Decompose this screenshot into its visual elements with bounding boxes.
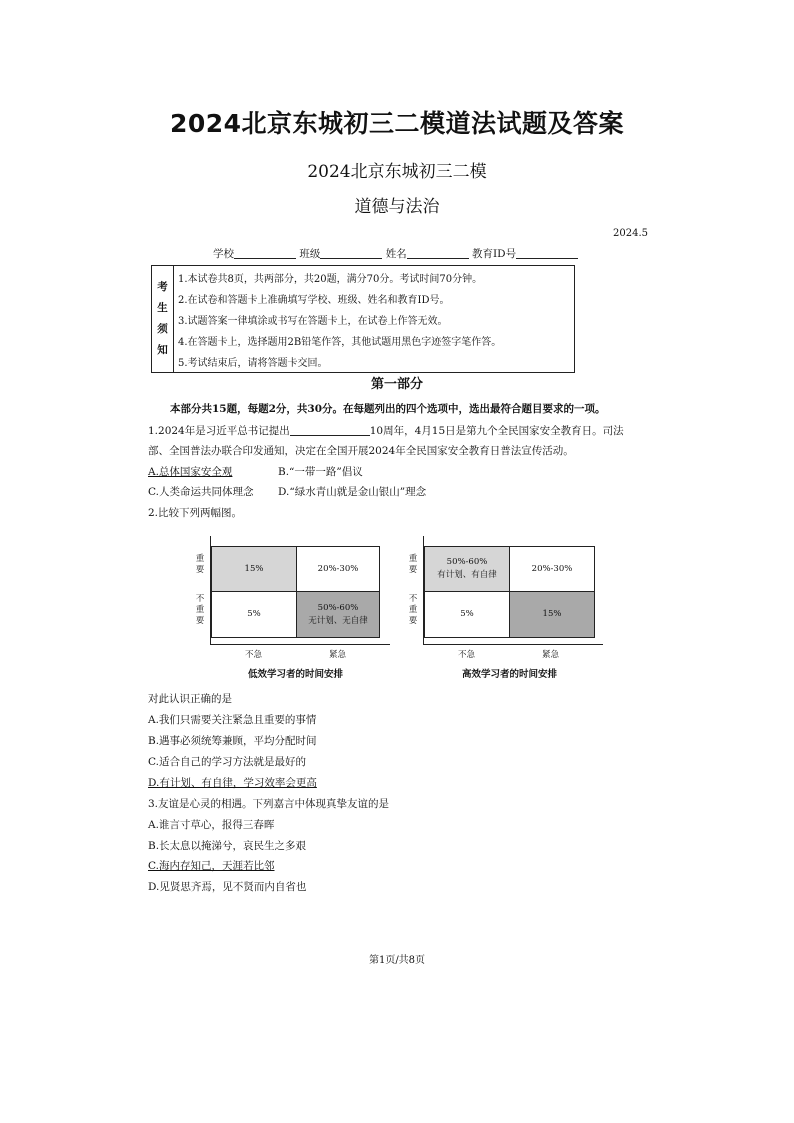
notice-label-char: 须 [157,323,168,335]
y-label-not-important: 不重要 [408,594,418,626]
q2-stem: 2.比较下列两幅图。 [148,507,243,519]
exam-subtitle: 2024北京东城初三二模 [307,162,487,182]
part-one-intro: 本部分共15题，每题2分，共30分。在每题列出的四个选项中，选出最符合题目要求的一项。 [170,403,606,415]
cell-value: 15% [542,609,562,619]
notice-label-char: 生 [157,302,168,314]
q1-option-c: C.人类命运共同体理念 [148,486,254,498]
q3-stem: 3.友谊是心灵的相遇。下列嘉言中体现真挚友谊的是 [148,798,390,810]
matrix-chart-high-efficiency [406,532,606,684]
class-blank [320,247,382,259]
page-number: 第1页/共8页 [368,955,426,966]
cell-value: 5% [460,609,474,619]
chart-cell [296,546,380,592]
x-axis [423,644,603,645]
x-label-urgent: 紧急 [542,650,560,660]
q3-option-a: A.谁言寸草心，报得三春晖 [148,819,275,831]
q2-question: 对此认识正确的是 [148,693,232,705]
exam-date: 2024.5 [613,228,648,239]
q3-option-c: C.海内存知己，天涯若比邻 [148,860,275,872]
x-label-urgent: 紧急 [329,650,347,660]
chart-cell [424,591,510,638]
q3-option-b: B.长太息以掩涕兮，哀民生之多艰 [148,840,307,852]
cell-value: 50%-60% [446,557,488,567]
notice-item: 5.考试结束后，请将答题卡交回。 [178,358,328,369]
chart-caption: 低效学习者的时间安排 [247,669,343,680]
student-info-line [213,246,578,261]
cell-value: 50%-60% [317,602,359,613]
subject-title: 道德与法治 [354,197,440,217]
q2-option-a: A.我们只需要关注紧急且重要的事情 [148,714,317,726]
y-label-not-important: 不重要 [195,594,205,626]
chart-cell [509,546,595,592]
q2-option-d: D.有计划、有自律，学习效率会更高 [148,777,317,789]
q1-option-a: A.总体国家安全观 [148,466,233,478]
chart-cell [509,591,595,638]
notice-item: 4.在答题卡上，选择题用2B铅笔作答，其他试题用黑色字迹签字笔作答。 [178,337,502,348]
q1-stem-line2: 部、全国普法办联合印发通知，决定在全国开展2024年全民国家安全教育日普法宣传活动。 [148,445,574,457]
q1-text-a: 1.2024年是习近平总书记提出 [148,425,290,437]
chart-cell [296,591,380,638]
cell-value: 5% [247,609,261,619]
id-label: 教育ID号 [472,248,517,260]
q1-text-b: 10周年，4月15日是第九个全民国家安全教育日。司法 [369,425,624,437]
name-blank [407,247,469,259]
chart-cell [211,546,297,592]
chart-cell [211,591,297,638]
q1-stem-line1 [148,423,624,438]
notice-label-char: 考 [157,281,168,293]
cell-note: 无计划、无自律 [308,615,368,626]
cell-note: 有计划、有自律 [437,570,497,580]
cell-value: 15% [244,563,264,574]
y-label-important: 重要 [195,554,205,575]
notice-item: 1.本试卷共8页，共两部分，共20题，满分70分。考试时间70分钟。 [178,274,483,285]
x-label-not-urgent: 不急 [245,650,263,660]
candidate-notice-box [151,265,575,373]
x-axis [210,644,390,645]
notice-item: 3.试题答案一律填涂或书写在答题卡上，在试卷上作答无效。 [178,316,448,327]
q2-option-c: C.适合自己的学习方法就是最好的 [148,756,306,768]
cell-value: 20%-30% [531,563,573,574]
class-label: 班级 [299,248,321,260]
notice-label-char: 知 [157,344,168,356]
name-label: 姓名 [385,248,407,260]
notice-item: 2.在试卷和答题卡上准确填写学校、班级、姓名和教育ID号。 [178,295,450,306]
y-label-important: 重要 [408,554,418,575]
q2-option-b: B.遇事必须统筹兼顾，平均分配时间 [148,735,317,747]
matrix-chart-low-efficiency [193,532,393,684]
id-blank [516,247,578,259]
chart-cell [424,546,510,592]
chart-caption: 高效学习者的时间安排 [461,669,557,680]
q3-option-d: D.见贤思齐焉，见不贤而内自省也 [148,881,307,893]
document-title: 2024北京东城初三二模道法试题及答案 [169,109,625,138]
x-label-not-urgent: 不急 [458,650,476,660]
q1-option-b: B.“一带一路”倡议 [278,466,363,478]
q1-option-d: D.“绿水青山就是金山银山”理念 [278,486,427,498]
part-one-heading: 第一部分 [370,377,423,392]
notice-label [152,266,174,372]
cell-value: 20%-30% [317,563,359,574]
school-blank [234,247,296,259]
q1-blank [290,425,370,436]
school-label: 学校 [213,248,234,260]
